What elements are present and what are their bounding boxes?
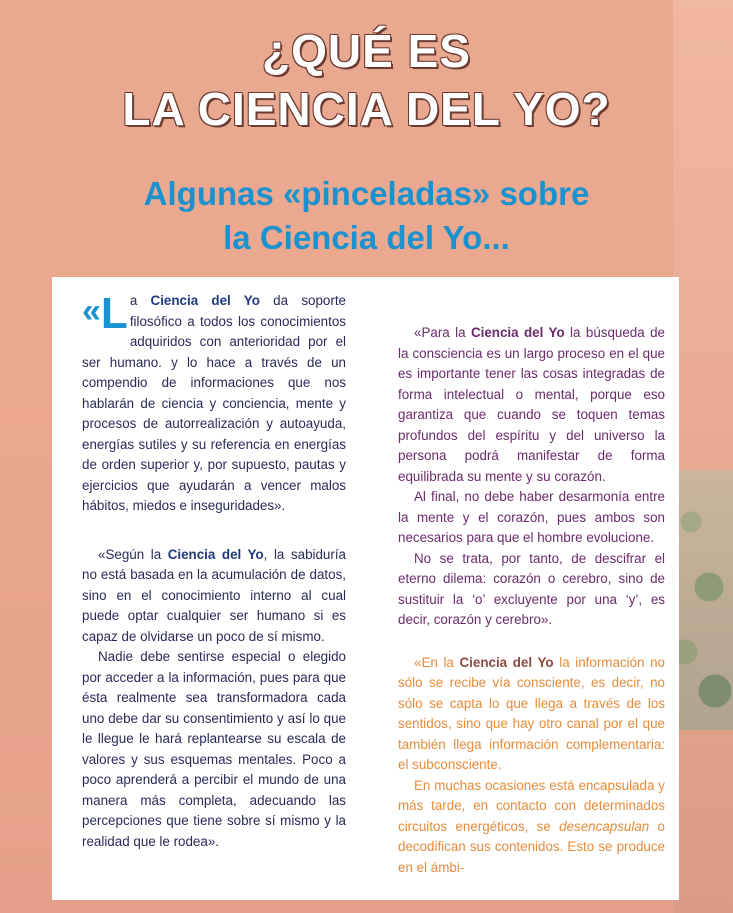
subtitle-line-1: Algunas «pinceladas» sobre [143, 175, 590, 212]
right-paragraph-5: En muchas ocasiones está encapsulada y más tarde, en contacto con determinados circuitos energéticos, se desencapsulan o decodifican sus contenidos. Esto se produce en el ámbi- [398, 777, 665, 875]
article-panel [52, 277, 679, 900]
right-column [398, 323, 665, 878]
highlight-ciencia-del-yo: Ciencia del Yo [470, 325, 565, 340]
subtitle-line-2: la Ciencia del Yo... [223, 219, 510, 256]
intro-paragraph: «L a Ciencia del Yo da soporte filosófico a todos los conocimientos adquiridos con anterioridad por el ser humano. y lo hace a través de un compendio de informaciones que nos hablarán de ciencia y conciencia, mente y procesos de autorrealización y autoayuda, energías sutiles y su referencia en energías de orden superior y, por supuesto, pautas y ejercicios que ayudarán a vencer malos hábitos, miedos e inseguridades». [82, 289, 347, 513]
page-title [0, 22, 733, 138]
title-line-2: LA CIENCIA DEL YO? [122, 83, 611, 135]
right-quote-1 [398, 323, 665, 631]
right-paragraph-2: Al final, no debe haber desarmonía entre la mente y el corazón, pues ambos son necesarios para que el hombre evolucione. [398, 489, 665, 545]
right-quote-2 [398, 653, 665, 879]
title-line-1: ¿QUÉ ES [262, 25, 471, 77]
highlight-ciencia-del-yo: Ciencia del Yo [459, 654, 554, 670]
right-paragraph-3: No se trata, por tanto, de descifrar el eterno dilema: corazón o cerebro, sino de sustituir la ‘o’ excluyente por una ‘y’, es decir, corazón y cerebro». [398, 550, 665, 627]
left-paragraph-3: Nadie debe sentirse especial o elegido por acceder a la información, pues para que ésta realmente sea transformadora cada uno debe dar su consentimiento y así lo que le llegue le hará replantearse su escala de valores y sus esquemas mentales. Poco a poco aprenderá a percibir el mundo de una manera más completa, adecuando las percepciones que tiene sobre sí mismo y la realidad que le rodea». [82, 649, 346, 849]
background-foliage-image [673, 470, 733, 730]
highlight-ciencia-del-yo: Ciencia del Yo [150, 293, 260, 308]
highlight-ciencia-del-yo: Ciencia del Yo [167, 546, 264, 562]
dropcap: «L [82, 289, 128, 338]
left-paragraph-2: «Según la Ciencia del Yo, la sabiduría no está basada en la acumulación de datos, sino en el conocimiento interno al cual puede optar cualquier ser humano si es capaz de olvidarse un poco de sí mismo. [82, 546, 347, 644]
left-column [82, 291, 346, 852]
emphasis-desencapsulan: desencapsulan [559, 818, 650, 834]
right-paragraph-4: «En la Ciencia del Yo la información no sólo se recibe vía consciente, es decir, no sólo se capta lo que llega a través de los sentidos, sino que hay otro canal por el que también llega información complementaria: el subconsciente. [398, 654, 665, 772]
right-paragraph-1: «Para la Ciencia del Yo la búsqueda de la consciencia es un largo proceso en el que es importante tener las cosas integradas de forma intelectual o mental, porque eso garantiza que cuando se toquen temas profundos del espíritu y del universo la persona podrá manifestar de forma equilibrada su mente y su corazón. [398, 325, 665, 484]
page-subtitle [0, 172, 733, 260]
